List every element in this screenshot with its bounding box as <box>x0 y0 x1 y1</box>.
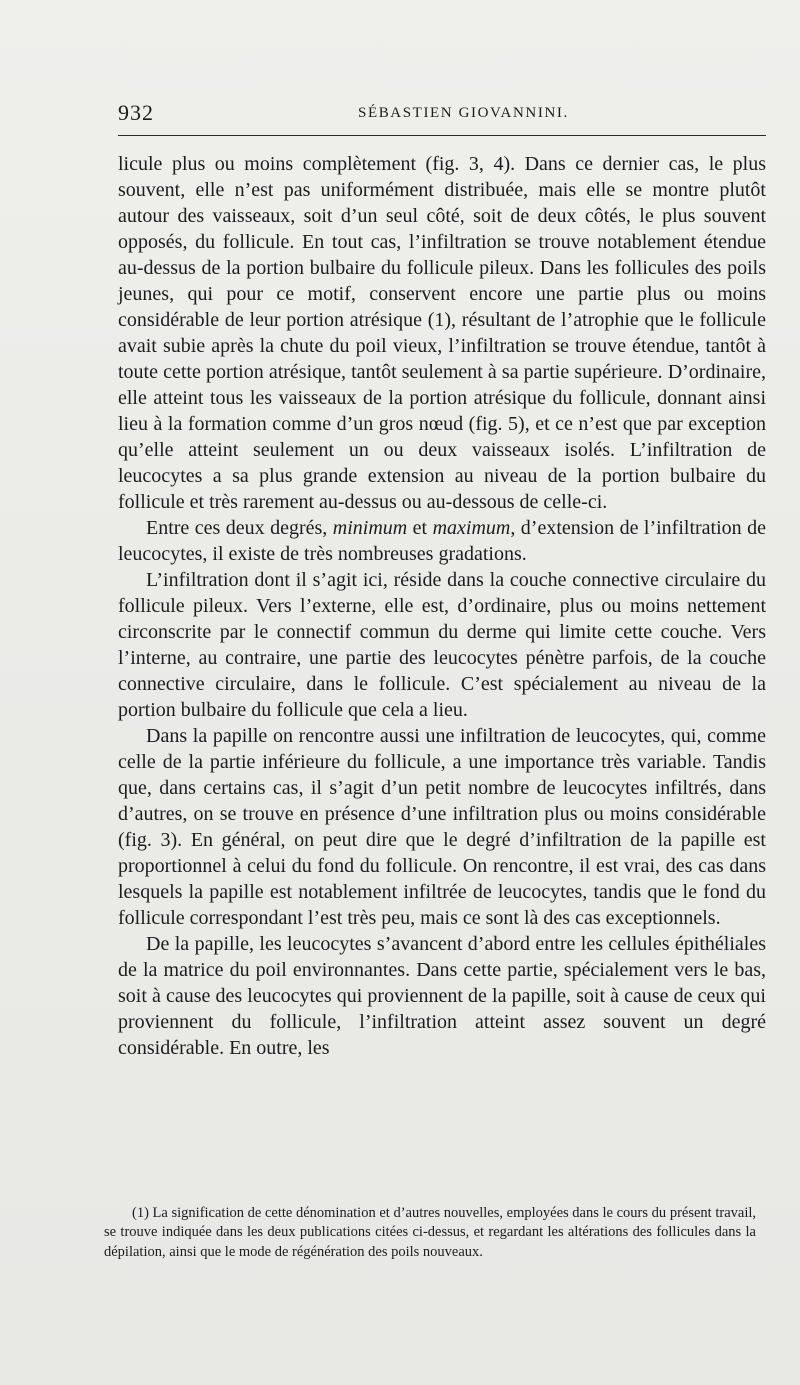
paragraph-3: L’infiltration dont il s’agit ici, réside dans la couche connective circulaire du follicule pileux. Vers l’externe, elle est, d’ordinaire, plus ou moins nettement circonscrite par le connectif commun du derme qui limite cette couche. Vers l’interne, au contraire, une partie des leucocytes pénètre parfois, de la couche connective circulaire, dans le follicule. C’est spécialement au niveau de la portion bulbaire du follicule que cela a lieu. <box>118 569 766 721</box>
paragraph-2-text-c: , d’extension de l’infiltration de leucocytes, il existe de très nombreuses gradations. <box>118 517 766 565</box>
paragraph-4: Dans la papille on rencontre aussi une infiltration de leucocytes, qui, comme celle de la partie inférieure du follicule, a une importance très variable. Tandis que, dans certains cas, il s’agit d’un petit nombre de leucocytes infiltrés, dans d’autres, on se trouve en présence d’une infiltration plus ou moins considérable (fig. 3). En général, on peut dire que le degré d’infiltration de la papille est proportionnel à celui du fond du follicule. On rencontre, il est vrai, des cas dans lesquels la papille est notablement infiltrée de leucocytes, tandis que le fond du follicule correspondant l’est très peu, mais ce sont là des cas exceptionnels. <box>118 725 766 929</box>
footnote-text: (1) La signification de cette dénomination et d’autres nouvelles, employées dans le cours du présent travail, se trouve indiquée dans les deux publications citées ci-dessus, et regardant les altérations des follicules dans la dépilation, ainsi que le mode de régénération des poils nouveaux. <box>104 1205 756 1260</box>
header-rule <box>118 135 766 136</box>
paragraph-2 <box>118 515 766 567</box>
paragraph-5: De la papille, les leucocytes s’avancent d’abord entre les cellules épithéliales de la matrice du poil environnantes. Dans cette partie, spécialement vers le bas, soit à cause des leucocytes qui proviennent de la papille, soit à cause de ceux qui proviennent du follicule, l’infiltration atteint assez souvent un degré considérable. En outre, les <box>118 933 766 1059</box>
footnote <box>104 1204 756 1262</box>
term-maximum: maximum <box>432 517 511 539</box>
paragraph-2-text-b: et <box>407 517 433 539</box>
body-text <box>118 151 766 1061</box>
page-number: 932 <box>118 100 154 125</box>
term-minimum: minimum <box>332 517 408 539</box>
paragraph-1: licule plus ou moins complètement (fig. 3, 4). Dans ce dernier cas, le plus souvent, elle n’est pas uniformément distribuée, mais elle se montre plutôt autour des vaisseaux, soit d’un seul côté, soit de deux côtés, le plus souvent opposés, du follicule. En tout cas, l’infiltration se trouve notablement étendue au-dessus de la portion bulbaire du follicule pileux. Dans les follicules des poils jeunes, qui pour ce motif, conservent encore une partie plus ou moins considérable de leur portion atrésique (1), résultant de l’atrophie que le follicule avait subie après la chute du poil vieux, l’infiltration se trouve étendue, tantôt à toute cette portion atrésique, tantôt seulement à sa partie supérieure. D’ordinaire, elle atteint tous les vaisseaux de la portion atrésique du follicule, donnant ainsi lieu à la formation comme d’un gros nœud (fig. 5), et ce n’est que par exception qu’elle atteint seulement un ou deux vaisseaux isolés. L’infiltration de leucocytes a sa plus grande extension au niveau de la portion bulbaire du follicule et très rarement au-dessus ou au-dessous de celle-ci. <box>118 153 766 513</box>
paragraph-2-text-a: Entre ces deux degrés, <box>146 517 333 539</box>
running-head <box>118 100 766 124</box>
running-title: SÉBASTIEN GIOVANNINI. <box>358 105 569 121</box>
